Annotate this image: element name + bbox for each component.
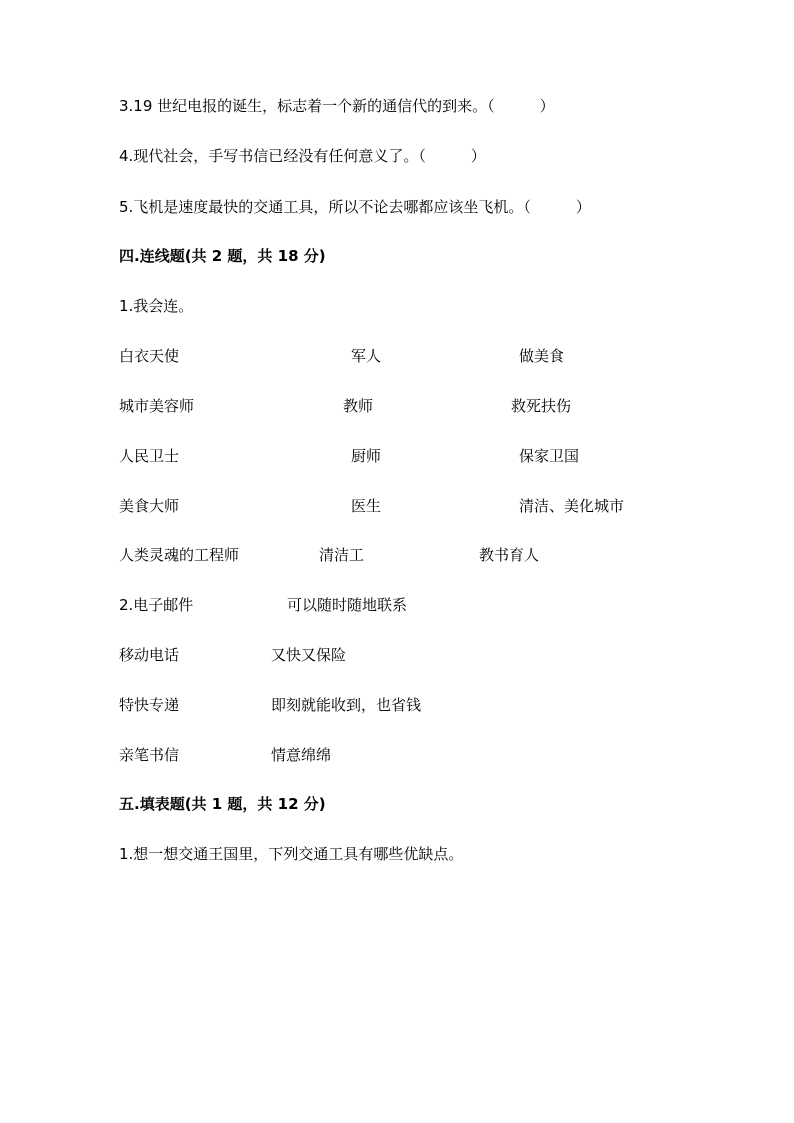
- matching-middle-item: 军人: [351, 347, 382, 365]
- matching-right-item: 做美食: [519, 347, 565, 365]
- judgement-item-3: 3.19 世纪电报的诞生，标志着一个新的通信代的到来。（ ）: [119, 97, 555, 115]
- matching-left-item: 人类灵魂的工程师: [119, 546, 240, 564]
- matching-right-item: 清洁、美化城市: [519, 497, 625, 515]
- matching-right-item: 救死扶伤: [511, 397, 572, 415]
- judgement-item-5: 5.飞机是速度最快的交通工具，所以不论去哪都应该坐飞机。（ ）: [119, 198, 591, 216]
- matching-middle-item: 医生: [351, 497, 382, 515]
- matching-left-item: 白衣天使: [119, 347, 180, 365]
- matching-right-item: 可以随时随地联系: [287, 596, 408, 614]
- matching-left-item: 特快专递: [119, 696, 180, 714]
- matching-right-item: 又快又保险: [271, 646, 347, 664]
- matching-right-item: 教书育人: [479, 546, 540, 564]
- section-heading-fill-table: 五.填表题(共 1 题，共 12 分): [119, 795, 326, 813]
- matching-left-item: 人民卫士: [119, 447, 180, 465]
- matching-left-item: 亲笔书信: [119, 746, 180, 764]
- matching-right-item: 情意绵绵: [271, 746, 332, 764]
- matching-right-item: 保家卫国: [519, 447, 580, 465]
- matching-right-item: 即刻就能收到，也省钱: [271, 696, 422, 714]
- judgement-item-4: 4.现代社会，手写书信已经没有任何意义了。（ ）: [119, 147, 486, 165]
- matching-left-item: 美食大师: [119, 497, 180, 515]
- section-heading-matching: 四.连线题(共 2 题，共 18 分): [119, 247, 326, 265]
- matching-middle-item: 厨师: [351, 447, 382, 465]
- matching-middle-item: 清洁工: [319, 546, 365, 564]
- question-prompt-fill-table-1: 1.想一想交通王国里，下列交通工具有哪些优缺点。: [119, 845, 464, 863]
- matching-middle-item: 教师: [343, 397, 374, 415]
- matching-left-item: 移动电话: [119, 646, 180, 664]
- question-prompt-matching-1: 1.我会连。: [119, 297, 194, 315]
- matching-left-item: 城市美容师: [119, 397, 195, 415]
- matching-left-item: 2.电子邮件: [119, 596, 194, 614]
